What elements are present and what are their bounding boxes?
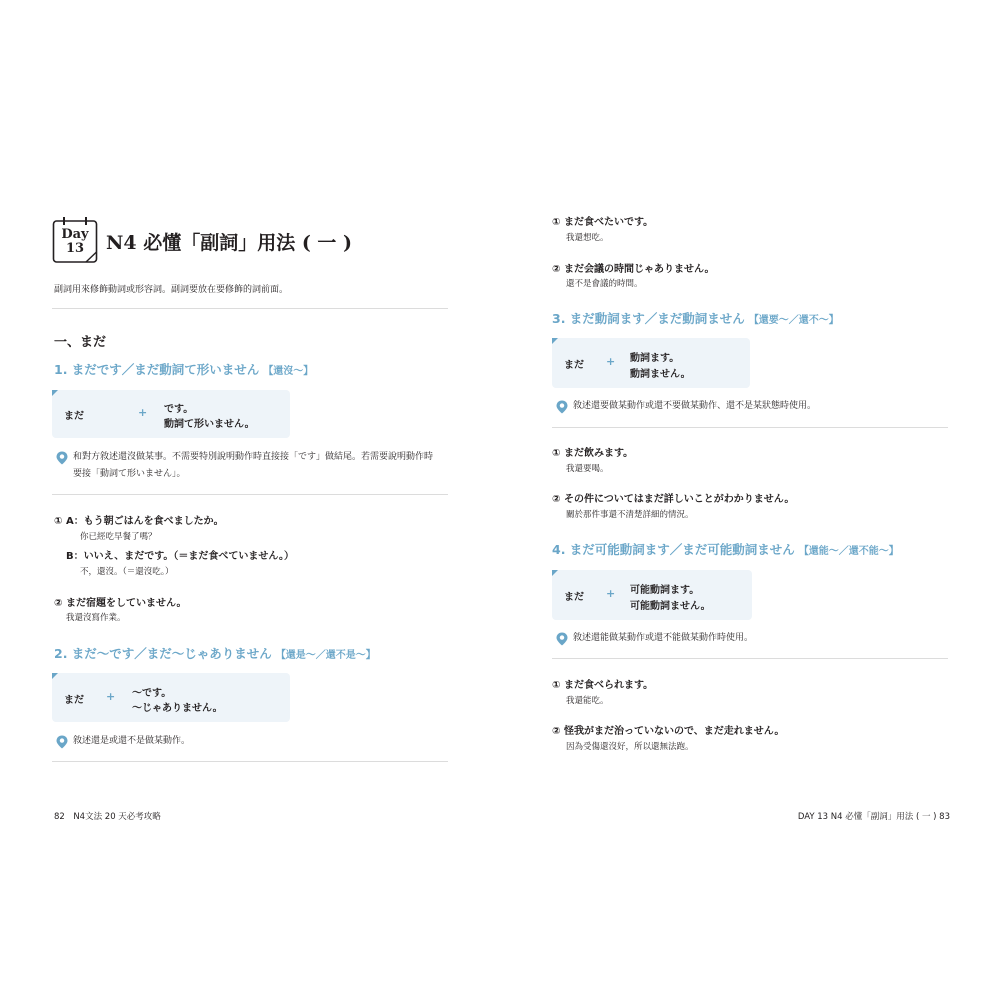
- box-line: ～じゃありません。: [132, 703, 223, 714]
- example-sentence: ① A：もう朝ごはんを食べましたか。: [54, 516, 224, 527]
- divider: [52, 308, 448, 309]
- pattern-4-title: 4. まだ可能動詞ます／まだ可能動詞ません: [552, 542, 795, 557]
- footer-right: DAY 13 N4 必懂「副詞」用法 ( 一 ) 83: [797, 812, 950, 822]
- day-number: 13: [65, 241, 85, 256]
- example-translation: 因為受傷還沒好，所以還無法跑。: [566, 742, 694, 752]
- plus-sign: +: [606, 355, 616, 368]
- pattern-2-title: 2. まだ～です／まだ～じゃありません: [54, 646, 272, 661]
- footer-left: 82 N4文法 20 天必考攻略: [54, 812, 161, 822]
- plus-sign: +: [106, 690, 116, 703]
- box-lead: まだ: [564, 360, 584, 371]
- pattern-3-heading: [552, 309, 839, 327]
- box-lead: まだ: [64, 695, 84, 706]
- map-pin-icon: [556, 400, 568, 414]
- pattern-3-box: [552, 338, 750, 388]
- example-sentence: ② まだ宿題をしていません。: [54, 598, 187, 609]
- day-label: Day: [61, 227, 89, 242]
- example-translation: 還不是會議的時間。: [566, 279, 643, 289]
- pattern-2-box: [52, 673, 290, 722]
- pattern-1-note: [73, 449, 433, 483]
- plus-sign: +: [606, 587, 616, 600]
- pattern-3-title: 3. まだ動詞ます／まだ動詞ません: [552, 311, 745, 326]
- example-translation: 關於那件事還不清楚詳細的情況。: [566, 510, 694, 520]
- map-pin-icon: [56, 451, 68, 465]
- example-translation: 我還能吃。: [566, 696, 609, 706]
- box-line: 可能動詞ます。: [630, 585, 700, 596]
- divider: [52, 761, 448, 762]
- note-line: 要接「動詞て形いません」。: [73, 469, 186, 479]
- example-sentence: ② 怪我がまだ治っていないので、まだ走れません。: [552, 726, 785, 737]
- example-sentence: ① まだ食べたいです。: [552, 217, 654, 228]
- pattern-4-box: [552, 570, 752, 620]
- box-line: ～です。: [132, 688, 172, 699]
- box-line: です。: [164, 404, 194, 415]
- divider: [552, 427, 948, 428]
- box-lead: まだ: [564, 592, 584, 603]
- example-sentence: ② まだ会議の時間じゃありません。: [552, 264, 715, 275]
- map-pin-icon: [556, 632, 568, 646]
- section-title: 一、まだ: [54, 335, 107, 350]
- example-translation: 我還要喝。: [566, 464, 609, 474]
- example-sentence: B：いいえ、まだです。（＝まだ食べていません。）: [66, 551, 295, 562]
- example-translation: 你已經吃早餐了嗎？: [80, 532, 157, 542]
- pattern-1-box: [52, 390, 290, 438]
- pattern-4-note: 敘述還能做某動作或還不能做某動作時使用。: [573, 633, 754, 643]
- map-pin-icon: [56, 735, 68, 749]
- pattern-2-note: 敘述還是或還不是做某動作。: [73, 736, 191, 746]
- divider: [552, 658, 948, 659]
- pattern-1-title: 1. まだです／まだ動詞て形いません: [54, 362, 260, 377]
- example-translation: 不，還沒。（＝還沒吃。）: [80, 567, 174, 577]
- pattern-2-heading: [54, 644, 376, 662]
- chapter-title: N4 必懂「副詞」用法 ( 一 ): [106, 232, 353, 254]
- example-translation: 我還沒寫作業。: [66, 613, 126, 623]
- box-line: 動詞ません。: [630, 369, 691, 380]
- pattern-4-heading: [552, 540, 899, 558]
- box-line: 動詞て形いません。: [164, 419, 255, 430]
- intro-text: 副詞用來修飾動詞或形容詞。副詞要放在要修飾的詞前面。: [54, 285, 289, 295]
- box-line: 可能動詞ません。: [630, 601, 711, 612]
- example-sentence: ① まだ飲みます。: [552, 448, 634, 459]
- box-line: 動詞ます。: [630, 353, 680, 364]
- pattern-3-tag: 【還要～／還不～】: [748, 315, 839, 326]
- pattern-4-tag: 【還能～／還不能～】: [798, 546, 899, 557]
- example-sentence: ② その件についてはまだ詳しいことがわかりません。: [552, 494, 795, 505]
- example-translation: 我還想吃。: [566, 233, 609, 243]
- day-badge: [52, 228, 98, 256]
- pattern-1-heading: [54, 360, 313, 378]
- pattern-2-tag: 【還是～／還不是～】: [275, 650, 376, 661]
- pattern-3-note: 敘述還要做某動作或還不要做某動作、還不是某狀態時使用。: [573, 401, 817, 411]
- plus-sign: +: [138, 406, 148, 419]
- divider: [52, 494, 448, 495]
- box-lead: まだ: [64, 411, 84, 422]
- note-line: 和對方敘述還沒做某事。不需要特別說明動作時直接接「です」做結尾。若需要說明動作時: [73, 452, 434, 462]
- example-sentence: ① まだ食べられます。: [552, 680, 654, 691]
- pattern-1-tag: 【還沒～】: [263, 366, 314, 377]
